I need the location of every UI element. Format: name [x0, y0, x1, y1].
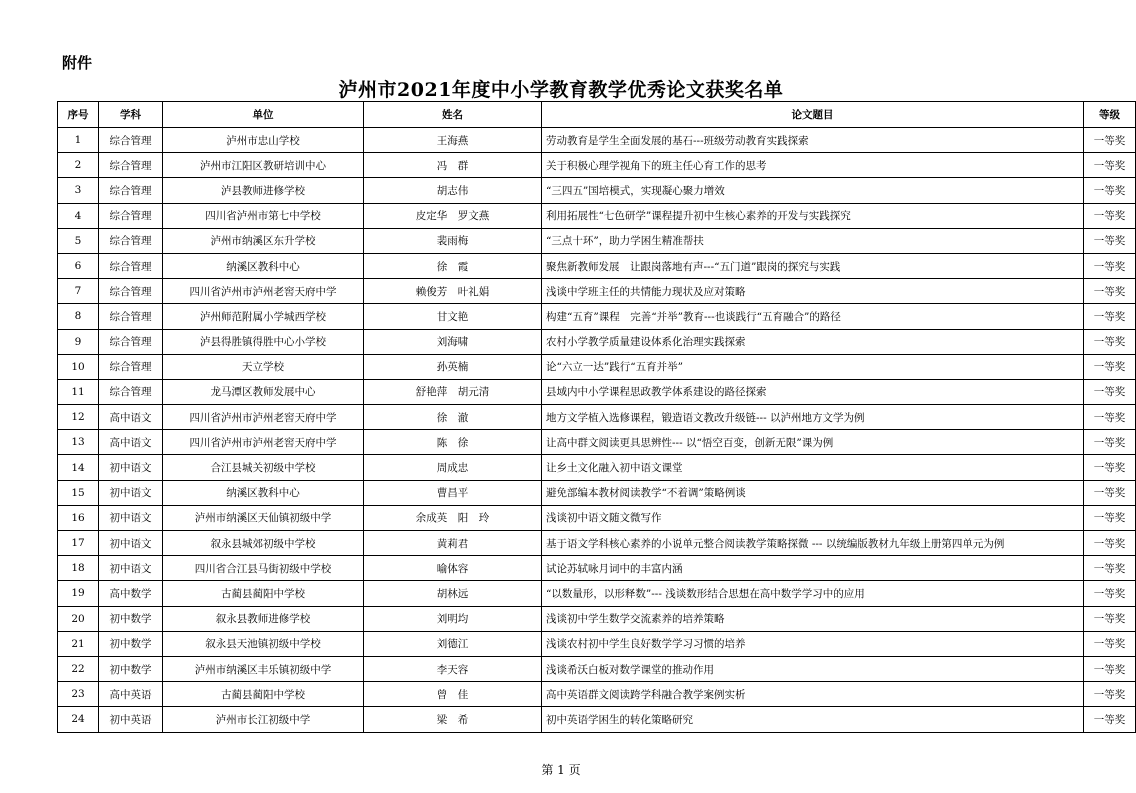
- header-paper: 论文题目: [542, 102, 1084, 128]
- cell-paper: 论“六立一达”践行“五育并举”: [542, 354, 1084, 379]
- cell-no: 18: [58, 556, 99, 581]
- cell-name: 皮定华 罗文燕: [364, 203, 542, 228]
- cell-no: 21: [58, 631, 99, 656]
- header-no: 序号: [58, 102, 99, 128]
- cell-no: 16: [58, 505, 99, 530]
- table-row: [58, 379, 1136, 404]
- cell-paper: 试论苏轼咏月词中的丰富内涵: [542, 556, 1084, 581]
- cell-no: 2: [58, 153, 99, 178]
- cell-name: 刘明均: [364, 606, 542, 631]
- award-table: [57, 101, 1136, 733]
- cell-subject: 综合管理: [99, 279, 163, 304]
- cell-subject: 初中数学: [99, 606, 163, 631]
- cell-subject: 高中语文: [99, 430, 163, 455]
- cell-unit: 纳溪区教科中心: [163, 480, 364, 505]
- cell-paper: 浅谈中学班主任的共情能力现状及应对策略: [542, 279, 1084, 304]
- cell-name: 甘文艳: [364, 304, 542, 329]
- cell-unit: 四川省泸州市泸州老窖天府中学: [163, 430, 364, 455]
- cell-level: 一等奖: [1084, 354, 1136, 379]
- cell-name: 李天容: [364, 656, 542, 681]
- table-row: [58, 253, 1136, 278]
- cell-paper: 让高中群文阅读更具思辨性--- 以“悟空百变，创新无限”课为例: [542, 430, 1084, 455]
- table-row: [58, 606, 1136, 631]
- cell-subject: 综合管理: [99, 354, 163, 379]
- cell-unit: 四川省泸州市第七中学校: [163, 203, 364, 228]
- cell-paper: 高中英语群文阅读跨学科融合教学案例实析: [542, 682, 1084, 707]
- cell-subject: 高中英语: [99, 682, 163, 707]
- cell-name: 舒艳萍 胡元清: [364, 379, 542, 404]
- cell-subject: 初中语文: [99, 455, 163, 480]
- cell-subject: 综合管理: [99, 153, 163, 178]
- cell-name: 喻体容: [364, 556, 542, 581]
- cell-level: 一等奖: [1084, 581, 1136, 606]
- table-row: [58, 455, 1136, 480]
- cell-unit: 龙马潭区教师发展中心: [163, 379, 364, 404]
- cell-unit: 四川省合江县马街初级中学校: [163, 556, 364, 581]
- cell-no: 5: [58, 228, 99, 253]
- cell-level: 一等奖: [1084, 531, 1136, 556]
- cell-unit: 叙永县城郊初级中学校: [163, 531, 364, 556]
- cell-name: 余成英 阳 玲: [364, 505, 542, 530]
- cell-name: 曾 佳: [364, 682, 542, 707]
- cell-paper: 基于语文学科核心素养的小说单元整合阅读教学策略探微 --- 以统编版教材九年级上册第四单元为例: [542, 531, 1084, 556]
- table-row: [58, 153, 1136, 178]
- cell-name: 黄莉君: [364, 531, 542, 556]
- cell-unit: 泸州市忠山学校: [163, 128, 364, 153]
- cell-level: 一等奖: [1084, 128, 1136, 153]
- cell-subject: 综合管理: [99, 304, 163, 329]
- header-unit: 单位: [163, 102, 364, 128]
- cell-no: 19: [58, 581, 99, 606]
- cell-level: 一等奖: [1084, 379, 1136, 404]
- table-row: [58, 581, 1136, 606]
- cell-level: 一等奖: [1084, 329, 1136, 354]
- cell-subject: 综合管理: [99, 228, 163, 253]
- cell-level: 一等奖: [1084, 505, 1136, 530]
- table-row: [58, 480, 1136, 505]
- cell-paper: 农村小学教学质量建设体系化治理实践探索: [542, 329, 1084, 354]
- table-row: [58, 329, 1136, 354]
- cell-no: 23: [58, 682, 99, 707]
- cell-level: 一等奖: [1084, 279, 1136, 304]
- cell-name: 孙英楠: [364, 354, 542, 379]
- cell-level: 一等奖: [1084, 228, 1136, 253]
- cell-unit: 泸县得胜镇得胜中心小学校: [163, 329, 364, 354]
- cell-unit: 泸州市纳溪区天仙镇初级中学: [163, 505, 364, 530]
- cell-level: 一等奖: [1084, 304, 1136, 329]
- cell-unit: 泸州市纳溪区丰乐镇初级中学: [163, 656, 364, 681]
- cell-name: 曹昌平: [364, 480, 542, 505]
- cell-paper: 浅谈初中学生数学交流素养的培养策略: [542, 606, 1084, 631]
- cell-subject: 综合管理: [99, 329, 163, 354]
- cell-no: 6: [58, 253, 99, 278]
- cell-level: 一等奖: [1084, 153, 1136, 178]
- cell-unit: 泸州师范附属小学城西学校: [163, 304, 364, 329]
- cell-no: 4: [58, 203, 99, 228]
- cell-no: 1: [58, 128, 99, 153]
- table-row: [58, 505, 1136, 530]
- cell-subject: 综合管理: [99, 178, 163, 203]
- cell-name: 徐 霞: [364, 253, 542, 278]
- cell-no: 14: [58, 455, 99, 480]
- cell-name: 胡志伟: [364, 178, 542, 203]
- cell-unit: 泸州市江阳区教研培训中心: [163, 153, 364, 178]
- cell-subject: 高中语文: [99, 405, 163, 430]
- cell-subject: 初中语文: [99, 480, 163, 505]
- cell-unit: 四川省泸州市泸州老窖天府中学: [163, 405, 364, 430]
- cell-no: 11: [58, 379, 99, 404]
- cell-name: 周成忠: [364, 455, 542, 480]
- table-row: [58, 228, 1136, 253]
- cell-name: 陈 徐: [364, 430, 542, 455]
- cell-no: 22: [58, 656, 99, 681]
- cell-no: 20: [58, 606, 99, 631]
- table-row: [58, 707, 1136, 732]
- cell-subject: 初中英语: [99, 707, 163, 732]
- cell-no: 13: [58, 430, 99, 455]
- cell-no: 7: [58, 279, 99, 304]
- document-title: 泸州市2021年度中小学教育教学优秀论文获奖名单: [338, 79, 784, 101]
- cell-level: 一等奖: [1084, 253, 1136, 278]
- cell-subject: 综合管理: [99, 253, 163, 278]
- header-name: 姓名: [364, 102, 542, 128]
- table-body: [58, 128, 1136, 733]
- cell-unit: 叙永县天池镇初级中学校: [163, 631, 364, 656]
- cell-subject: 综合管理: [99, 203, 163, 228]
- cell-unit: 叙永县教师进修学校: [163, 606, 364, 631]
- cell-paper: “三四五”国培模式，实现凝心聚力增效: [542, 178, 1084, 203]
- table-row: [58, 682, 1136, 707]
- table-row: [58, 405, 1136, 430]
- cell-name: 冯 群: [364, 153, 542, 178]
- cell-paper: 浅谈农村初中学生良好数学学习习惯的培养: [542, 631, 1084, 656]
- cell-subject: 初中数学: [99, 656, 163, 681]
- cell-unit: 天立学校: [163, 354, 364, 379]
- cell-unit: 古蔺县蔺阳中学校: [163, 682, 364, 707]
- cell-subject: 初中数学: [99, 631, 163, 656]
- cell-paper: 关于积极心理学视角下的班主任心育工作的思考: [542, 153, 1084, 178]
- cell-name: 裴雨梅: [364, 228, 542, 253]
- cell-level: 一等奖: [1084, 405, 1136, 430]
- cell-no: 8: [58, 304, 99, 329]
- cell-level: 一等奖: [1084, 606, 1136, 631]
- table-row: [58, 656, 1136, 681]
- cell-subject: 高中数学: [99, 581, 163, 606]
- cell-level: 一等奖: [1084, 455, 1136, 480]
- cell-no: 10: [58, 354, 99, 379]
- cell-level: 一等奖: [1084, 430, 1136, 455]
- table-row: [58, 178, 1136, 203]
- cell-name: 胡林远: [364, 581, 542, 606]
- cell-name: 刘德江: [364, 631, 542, 656]
- cell-paper: 浅谈希沃白板对数学课堂的推动作用: [542, 656, 1084, 681]
- table-row: [58, 128, 1136, 153]
- cell-subject: 初中语文: [99, 505, 163, 530]
- cell-level: 一等奖: [1084, 178, 1136, 203]
- cell-paper: 劳动教育是学生全面发展的基石---班级劳动教育实践探索: [542, 128, 1084, 153]
- page-footer: 第 1 页: [541, 763, 581, 777]
- cell-level: 一等奖: [1084, 707, 1136, 732]
- table-row: [58, 531, 1136, 556]
- table-row: [58, 430, 1136, 455]
- cell-name: 梁 希: [364, 707, 542, 732]
- cell-no: 24: [58, 707, 99, 732]
- cell-name: 徐 澈: [364, 405, 542, 430]
- cell-unit: 泸县教师进修学校: [163, 178, 364, 203]
- cell-level: 一等奖: [1084, 203, 1136, 228]
- cell-name: 赖俊芳 叶礼娟: [364, 279, 542, 304]
- cell-name: 王海燕: [364, 128, 542, 153]
- cell-level: 一等奖: [1084, 480, 1136, 505]
- cell-no: 17: [58, 531, 99, 556]
- cell-paper: 县域内中小学课程思政教学体系建设的路径探索: [542, 379, 1084, 404]
- cell-subject: 初中语文: [99, 531, 163, 556]
- cell-no: 12: [58, 405, 99, 430]
- cell-unit: 纳溪区教科中心: [163, 253, 364, 278]
- cell-paper: 构建“五育”课程 完善“并举”教育---也谈践行“五育融合”的路径: [542, 304, 1084, 329]
- table-header-row: [58, 102, 1136, 128]
- cell-unit: 泸州市纳溪区东升学校: [163, 228, 364, 253]
- cell-no: 9: [58, 329, 99, 354]
- cell-paper: 地方文学植入选修课程，锻造语文教改升级链--- 以泸州地方文学为例: [542, 405, 1084, 430]
- cell-paper: “三点十环”，助力学困生精准帮扶: [542, 228, 1084, 253]
- cell-no: 15: [58, 480, 99, 505]
- cell-level: 一等奖: [1084, 631, 1136, 656]
- cell-level: 一等奖: [1084, 656, 1136, 681]
- table-row: [58, 279, 1136, 304]
- cell-unit: 四川省泸州市泸州老窖天府中学: [163, 279, 364, 304]
- cell-no: 3: [58, 178, 99, 203]
- cell-unit: 古蔺县蔺阳中学校: [163, 581, 364, 606]
- table-row: [58, 354, 1136, 379]
- cell-unit: 泸州市长江初级中学: [163, 707, 364, 732]
- cell-paper: 利用拓展性“七色研学”课程提升初中生核心素养的开发与实践探究: [542, 203, 1084, 228]
- header-subject: 学科: [99, 102, 163, 128]
- cell-paper: 初中英语学困生的转化策略研究: [542, 707, 1084, 732]
- cell-paper: 浅谈初中语文随文微写作: [542, 505, 1084, 530]
- cell-paper: “以数量形，以形释数”--- 浅谈数形结合思想在高中数学学习中的应用: [542, 581, 1084, 606]
- table-row: [58, 304, 1136, 329]
- header-level: 等级: [1084, 102, 1136, 128]
- cell-subject: 综合管理: [99, 128, 163, 153]
- table-row: [58, 556, 1136, 581]
- cell-paper: 避免部编本教材阅读教学“不着调”策略例谈: [542, 480, 1084, 505]
- cell-paper: 聚焦新教师发展 让跟岗落地有声---“五门道”跟岗的探究与实践: [542, 253, 1084, 278]
- cell-subject: 初中语文: [99, 556, 163, 581]
- attachment-label: 附件: [62, 54, 93, 72]
- cell-level: 一等奖: [1084, 556, 1136, 581]
- table-row: [58, 631, 1136, 656]
- cell-unit: 合江县城关初级中学校: [163, 455, 364, 480]
- table-row: [58, 203, 1136, 228]
- cell-level: 一等奖: [1084, 682, 1136, 707]
- cell-name: 刘海啸: [364, 329, 542, 354]
- cell-subject: 综合管理: [99, 379, 163, 404]
- cell-paper: 让乡土文化融入初中语文课堂: [542, 455, 1084, 480]
